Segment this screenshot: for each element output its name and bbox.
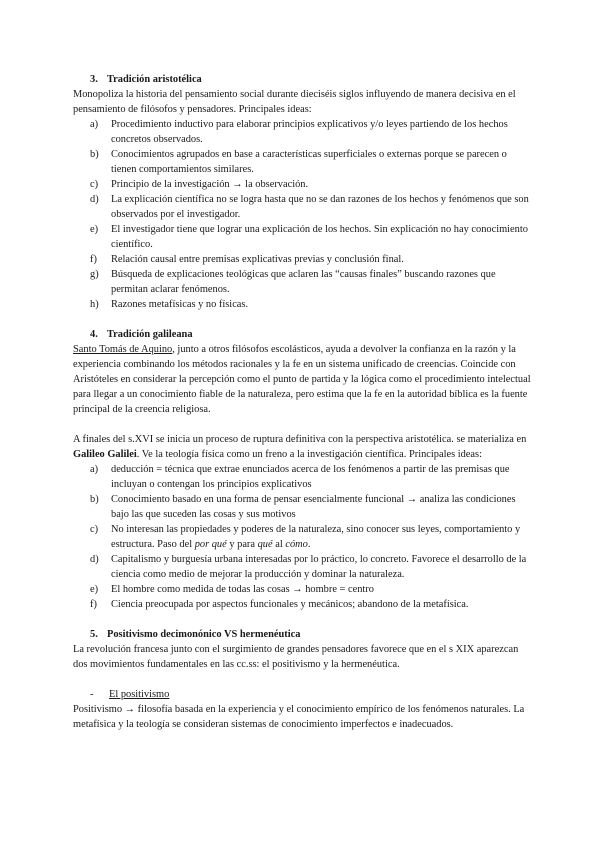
section-3-heading — [73, 72, 533, 87]
list-item: c) Principio de la investigación → la observación. — [90, 179, 309, 190]
section-number: 5. — [90, 629, 98, 640]
spacer — [73, 312, 533, 327]
subheading-title: El positivismo — [109, 689, 170, 700]
document-body — [73, 72, 533, 732]
spacer — [73, 612, 533, 627]
list-item: f) Relación causal entre premisas explicativas previas y conclusión final. — [90, 254, 404, 265]
list-item: a) deducción = técnica que extrae enunciados acerca de los fenómenos a partir de las premisas que incluyan o contengan los principios explicativos — [90, 464, 510, 490]
dash-bullet: - — [90, 689, 94, 700]
section-title: Tradición aristotélica — [107, 74, 202, 85]
section-4-list — [73, 462, 533, 612]
positivismo-subheading — [73, 687, 533, 702]
section-4-paragraph-1: Santo Tomás de Aquino, junto a otros filósofos escolásticos, ayuda a devolver la confianza en la razón y la experiencia combinando los métodos racionales y la fe en un sistema unificado de creencias. Coincide con Aristóteles en considerar la percepción como el punto de partida y la lógica como el procedimiento intelectual para llegar a un conocimiento fiable de la naturaleza, pero estima que la fe en la autoridad bíblica es la fuente principal de la creencia religiosa. — [73, 344, 531, 415]
list-item: g) Búsqueda de explicaciones teológicas que aclaren las “causas finales” buscando razones que permitan aclarar fenómenos. — [90, 269, 496, 295]
spacer — [73, 417, 533, 432]
section-number: 3. — [90, 74, 98, 85]
section-title: Tradición galileana — [107, 329, 193, 340]
list-item: b) Conocimiento basado en una forma de pensar esencialmente funcional → analiza las condiciones bajo las que suceden las cosas y sus motivos — [90, 494, 516, 520]
section-3-intro: Monopoliza la historia del pensamiento social durante dieciséis siglos influyendo de manera decisiva en el pensamiento de filósofos y pensadores. Principales ideas: — [73, 89, 516, 115]
list-item: c) No interesan las propiedades y poderes de la naturaleza, sino conocer sus leyes, comportamiento y estructura. Paso del por qué y para qué al cómo. — [90, 524, 521, 550]
section-title: Positivismo decimonónico VS hermenéutica — [107, 629, 301, 640]
section-4-paragraph-2: A finales del s.XVI se inicia un proceso de ruptura definitiva con la perspectiva aristotélica. se materializa en Galileo Galilei. Ve la teología física como un freno a la investigación científica. Principales ideas: — [73, 434, 527, 460]
santo-tomas-link: Santo Tomás de Aquino — [73, 344, 173, 355]
list-item: h) Razones metafísicas y no físicas. — [90, 299, 249, 310]
section-3-list — [73, 117, 533, 312]
list-item: d) Capitalismo y burguesía urbana interesadas por lo práctico, lo concreto. Favorece el desarrollo de la ciencia como medio de mejorar la producción y dominar la naturaleza. — [90, 554, 527, 580]
section-number: 4. — [90, 329, 98, 340]
positivismo-paragraph: Positivismo → filosofía basada en la experiencia y el conocimiento empírico de los fenómenos naturales. La metafísica y la teología se consideran sistemas de conocimiento imperfectos e inadecuados. — [73, 704, 525, 730]
list-item: e) El investigador tiene que lograr una explicación de los hechos. Sin explicación no hay conocimiento científico. — [90, 224, 528, 250]
list-item: b) Conocimientos agrupados en base a características superficiales o externas porque se parecen o tienen comportamientos similares. — [90, 149, 507, 175]
list-item: a) Procedimiento inductivo para elaborar principios explicativos y/o leyes partiendo de los hechos concretos observados. — [90, 119, 508, 145]
section-4-heading — [73, 327, 533, 342]
galileo-name: Galileo Galilei — [73, 449, 137, 460]
spacer — [73, 672, 533, 687]
section-5-intro: La revolución francesa junto con el surgimiento de grandes pensadores favorece que en el s XIX aparezcan dos movimientos fundamentales en las cc.ss: el positivismo y la hermenéutica. — [73, 644, 519, 670]
list-item: f) Ciencia preocupada por aspectos funcionales y mecánicos; abandono de la metafísica. — [90, 599, 469, 610]
list-item: d) La explicación científica no se logra hasta que no se dan razones de los hechos y fenómenos que son observados por el investigador. — [90, 194, 529, 220]
list-item: e) El hombre como medida de todas las cosas → hombre = centro — [90, 584, 374, 595]
section-5-heading — [73, 627, 533, 642]
